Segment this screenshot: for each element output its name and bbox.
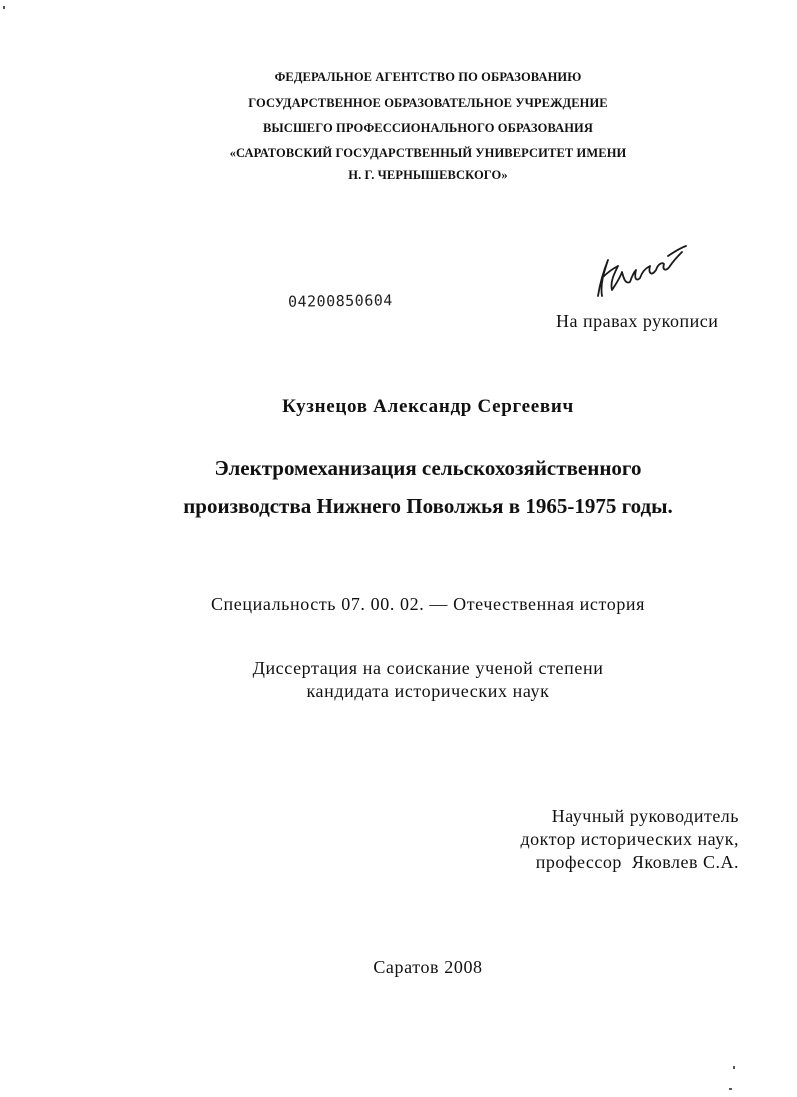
supervisor-degree: доктор исторических наук,: [520, 829, 739, 849]
catalog-number: 04200850604: [287, 291, 393, 311]
header-line-university: «САРАТОВСКИЙ ГОСУДАРСТВЕННЫЙ УНИВЕРСИТЕТ ИМЕНИ: [229, 146, 627, 160]
header-line-agency: ФЕДЕРАЛЬНОЕ АГЕНТСТВО ПО ОБРАЗОВАНИЮ: [274, 70, 582, 84]
header-line-institution: ГОСУДАРСТВЕННОЕ ОБРАЗОВАТЕЛЬНОЕ УЧРЕЖДЕНИЕ: [248, 96, 608, 110]
scan-speck: [729, 1088, 732, 1090]
supervisor-role: Научный руководитель: [551, 806, 739, 826]
degree-line-2: кандидата исторических наук: [306, 681, 550, 701]
header-line-university-name: Н. Г. ЧЕРНЫШЕВСКОГО»: [348, 168, 508, 182]
scan-speck: [733, 1066, 735, 1069]
specialty: Специальность 07. 00. 02. — Отечественная история: [210, 594, 646, 614]
city-year: Саратов 2008: [373, 957, 483, 977]
supervisor-name: профессор Яковлев С.А.: [535, 852, 739, 872]
handwritten-signature: [590, 238, 690, 308]
degree-line-1: Диссертация на соискание ученой степени: [252, 658, 604, 678]
rights-note: На правах рукописи: [556, 311, 719, 331]
dissertation-title-line-1: Электромеханизация сельскохозяйственного: [214, 456, 642, 480]
author-name: Кузнецов Александр Сергеевич: [282, 396, 574, 417]
scan-speck: [3, 6, 5, 9]
header-line-education: ВЫСШЕГО ПРОФЕССИОНАЛЬНОГО ОБРАЗОВАНИЯ: [263, 121, 593, 135]
dissertation-title-line-2: производства Нижнего Поволжья в 1965-1975 годы.: [183, 494, 673, 518]
